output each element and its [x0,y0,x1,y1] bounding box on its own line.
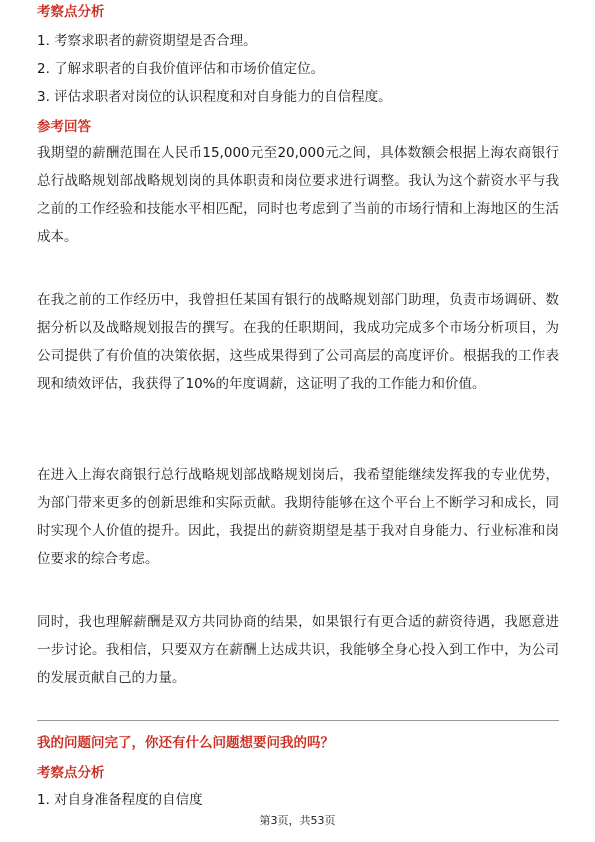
list-item: 2. 了解求职者的自我价值评估和市场价值定位。 [37,61,325,77]
section-heading-answer: 参考回答 [37,119,91,135]
list-item: 3. 评估求职者对岗位的认识程度和对自身能力的自信程度。 [37,89,392,105]
list-item: 1. 对自身准备程度的自信度 [37,792,203,808]
answer-paragraph: 我期望的薪酬范围在人民币15,000元至20,000元之间，具体数额会根据上海农商银行总行战略规划部战略规划岗的具体职责和岗位要求进行调整。我认为这个薪资水平与我之前的工作经验和技能水平相匹配，同时也考虑到了当前的市场行情和上海地区的生活成本。 [37,145,559,245]
section-divider [37,720,559,721]
list-item: 1. 考察求职者的薪资期望是否合理。 [37,33,257,49]
answer-paragraph: 同时，我也理解薪酬是双方共同协商的结果，如果银行有更合适的薪资待遇，我愿意进一步讨论。我相信，只要双方在薪酬上达成共识，我能够全身心投入到工作中，为公司的发展贡献自己的力量。 [37,614,559,686]
question-title: 我的问题问完了，你还有什么问题想要问我的吗？ [37,735,334,751]
section-heading-analysis: 考察点分析 [37,4,105,20]
answer-paragraph: 在进入上海农商银行总行战略规划部战略规划岗后，我希望能继续发挥我的专业优势，为部门带来更多的创新思维和实际贡献。我期待能够在这个平台上不断学习和成长，同时实现个人价值的提升。因此，我提出的薪资期望是基于我对自身能力、行业标准和岗位要求的综合考虑。 [37,467,559,567]
answer-paragraph: 在我之前的工作经历中，我曾担任某国有银行的战略规划部门助理，负责市场调研、数据分析以及战略规划报告的撰写。在我的任职期间，我成功完成多个市场分析项目，为公司提供了有价值的决策依据，这些成果得到了公司高层的高度评价。根据我的工作表现和绩效评估，我获得了10%的年度调薪，这证明了我的工作能力和价值。 [37,292,559,392]
page-number: 第3页，共53页 [259,814,336,827]
section-heading-analysis: 考察点分析 [37,765,105,781]
